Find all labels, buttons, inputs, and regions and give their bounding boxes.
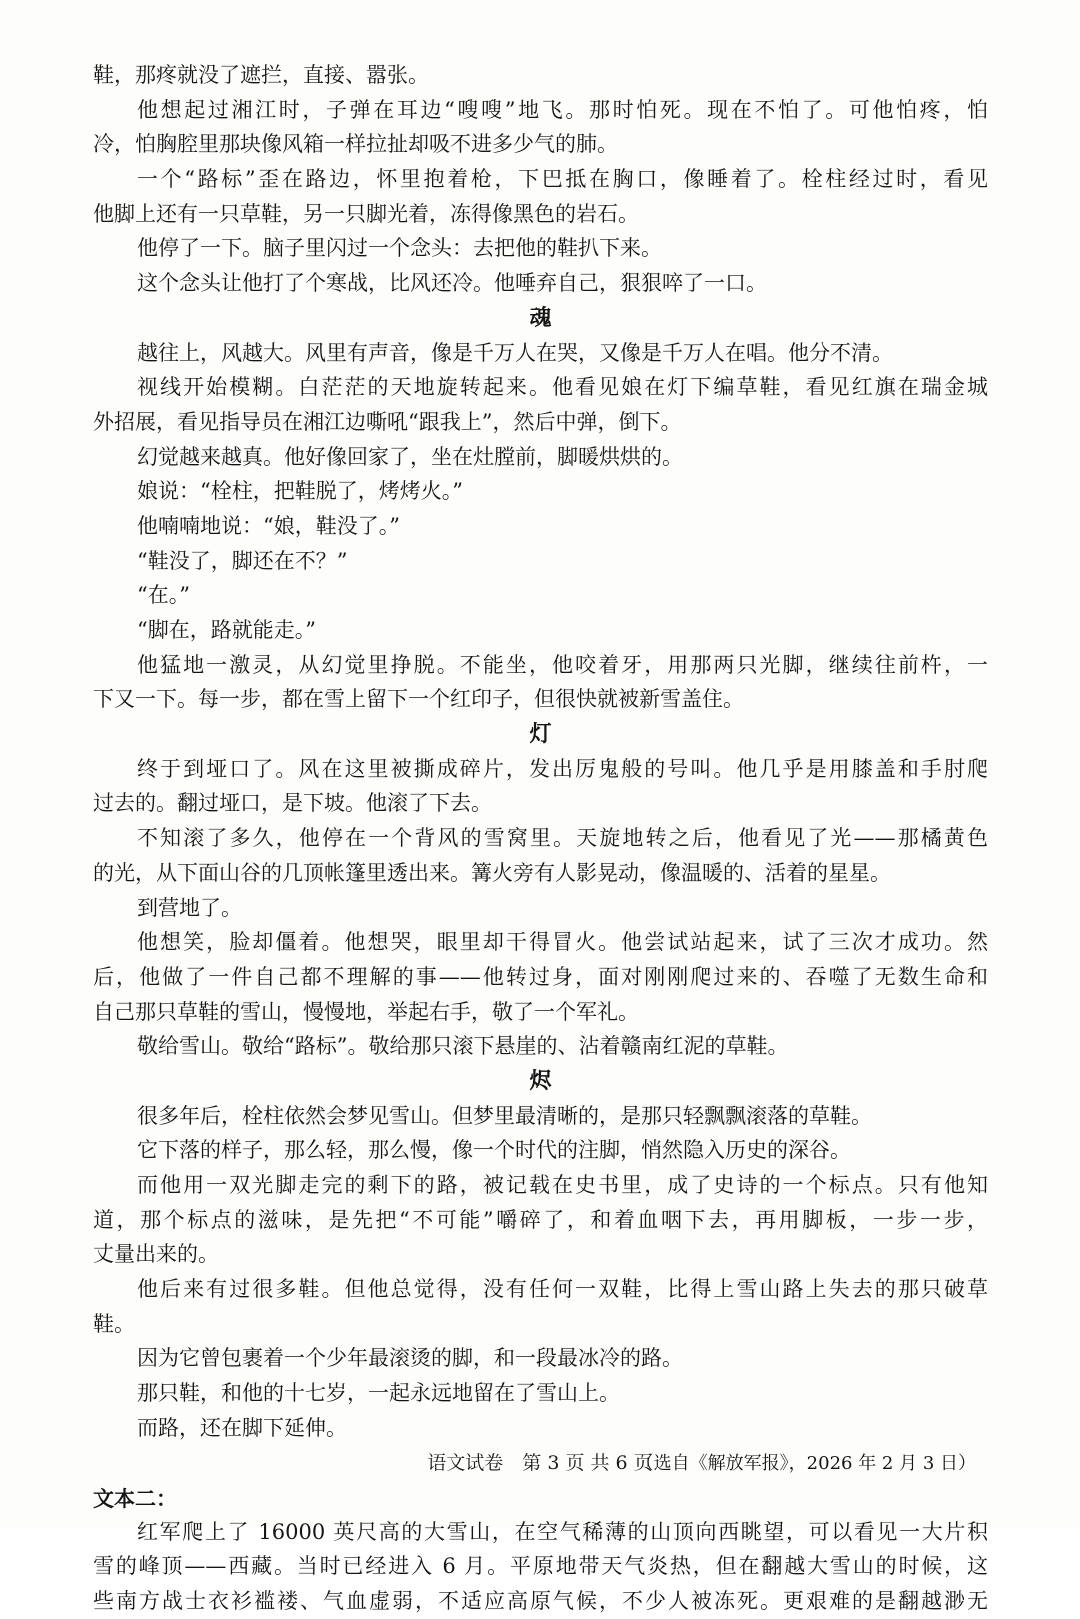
text-line: 他想起过湘江时，子弹在耳边“嗖嗖”地飞。那时怕死。现在不怕了。可他怕疼，怕 xyxy=(137,97,988,122)
text-line: 而他用一双光脚走完的剩下的路，被记载在史书里，成了史诗的一个标点。只有他知 xyxy=(137,1173,988,1197)
text-line: 幻觉越来越真。他好像回家了，坐在灶膛前，脚暖烘烘的。 xyxy=(137,444,683,469)
text-line: 后，他做了一件自己都不理解的事——他转过身，面对刚刚爬过来的、吞噬了无数生命和 xyxy=(93,964,988,989)
text-line: 鞋。 xyxy=(93,1311,135,1336)
text-line: 冷，怕胸腔里那块像风箱一样拉扯却吸不进多少气的肺。 xyxy=(93,132,618,157)
text-line: “在。” xyxy=(137,583,190,608)
text-line: 红军爬上了 16000 英尺高的大雪山，在空气稀薄的山顶向西眺望，可以看见一大片积 xyxy=(137,1519,988,1544)
text-line: 视线开始模糊。白茫茫的天地旋转起来。他看见娘在灯下编草鞋，看见红旗在瑞金城 xyxy=(137,375,988,400)
source-citation: （选自《解放军报》，2026 年 2 月 3 日） xyxy=(635,1452,976,1474)
section-heading: 魂 xyxy=(529,304,552,331)
text-line: 很多年后，栓柱依然会梦见雪山。但梦里最清晰的，是那只轻飘飘滚落的草鞋。 xyxy=(137,1103,872,1128)
section-heading: 灯 xyxy=(529,721,552,748)
text-line: 它下落的样子，那么轻，那么慢，像一个时代的注脚，悄然隐入历史的深谷。 xyxy=(137,1138,851,1163)
text-line: 的光，从下面山谷的几顶帐篷里透出来。篝火旁有人影晃动，像温暖的、活着的星星。 xyxy=(93,860,891,885)
text-line: 到营地了。 xyxy=(137,895,242,920)
page-footer: 语文试卷 第 3 页 共 6 页 xyxy=(427,1452,653,1474)
text-line: 道，那个标点的滋味，是先把“不可能”嚼碎了，和着血咽下去，再用脚板，一步一步， xyxy=(93,1207,988,1232)
text-line: 越往上，风越大。风里有声音，像是千万人在哭，又像是千万人在唱。他分不清。 xyxy=(137,340,893,365)
text-line: 终于到垭口了。风在这里被撕成碎片，发出厉鬼般的号叫。他几乎是用膝盖和手肘爬 xyxy=(137,756,988,781)
text-line: 一个“路标”歪在路边，怀里抱着枪，下巴抵在胸口，像睡着了。栓柱经过时，看见 xyxy=(137,167,988,192)
text-line: 他脚上还有一只草鞋，另一只脚光着，冻得像黑色的岩石。 xyxy=(93,201,639,226)
text-line: 他喃喃地说：“娘，鞋没了。” xyxy=(137,513,400,538)
text-line: 这个念头让他打了个寒战，比风还冷。他唾弃自己，狠狠啐了一口。 xyxy=(137,271,767,296)
text-line: 外招展，看见指导员在湘江边嘶吼“跟我上”，然后中弹，倒下。 xyxy=(93,409,682,434)
text-line: “脚在，路就能走。” xyxy=(137,618,316,642)
text-line: 雪的峰顶——西藏。当时已经进入 6 月。平原地带天气炎热，但在翻越大雪山的时候，这 xyxy=(93,1554,988,1579)
text-line: 而路，还在脚下延伸。 xyxy=(137,1415,347,1440)
section-heading: 烬 xyxy=(529,1067,552,1094)
text-line: “鞋没了，脚还在不？” xyxy=(137,548,348,573)
text-line: 他后来有过很多鞋。但他总觉得，没有任何一双鞋，比得上雪山路上失去的那只破草 xyxy=(137,1277,988,1302)
text-line: 那只鞋，和他的十七岁，一起永远地留在了雪山上。 xyxy=(137,1381,620,1406)
text-line: 他想笑，脸却僵着。他想哭，眼里却干得冒火。他尝试站起来，试了三次才成功。然 xyxy=(137,930,988,955)
text-line: 下又一下。每一步，都在雪上留下一个红印子，但很快就被新雪盖住。 xyxy=(93,687,744,712)
text-line: 些南方战士衣衫褴褛、气血虚弱，不适应高原气候，不少人被冻死。更艰难的是翻越渺无 xyxy=(93,1588,988,1613)
text-line: 因为它曾包裹着一个少年最滚烫的脚，和一段最冰冷的路。 xyxy=(137,1346,683,1371)
text-line: 自己那只草鞋的雪山，慢慢地，举起右手，敬了一个军礼。 xyxy=(93,999,639,1024)
text-line: 丈量出来的。 xyxy=(93,1242,219,1267)
text-line: 鞋，那疼就没了遮拦，直接、嚣张。 xyxy=(93,63,429,87)
reading-passage xyxy=(93,58,988,1619)
text-line: 他猛地一激灵，从幻觉里挣脱。不能坐，他咬着牙，用那两只光脚，继续往前杵，一 xyxy=(137,652,988,677)
text-line: 他停了一下。脑子里闪过一个念头：去把他的鞋扒下来。 xyxy=(137,236,662,261)
text-label: 文本二： xyxy=(93,1485,177,1511)
text-line: 娘说：“栓柱，把鞋脱了，烤烤火。” xyxy=(137,479,463,504)
text-line: 不知滚了多久，他停在一个背风的雪窝里。天旋地转之后，他看见了光——那橘黄色 xyxy=(137,826,988,851)
text-line: 过去的。翻过垭口，是下坡。他滚了下去。 xyxy=(93,791,492,816)
text-line: 敬给雪山。敬给“路标”。敬给那只滚下悬崖的、沾着赣南红泥的草鞋。 xyxy=(137,1034,789,1059)
